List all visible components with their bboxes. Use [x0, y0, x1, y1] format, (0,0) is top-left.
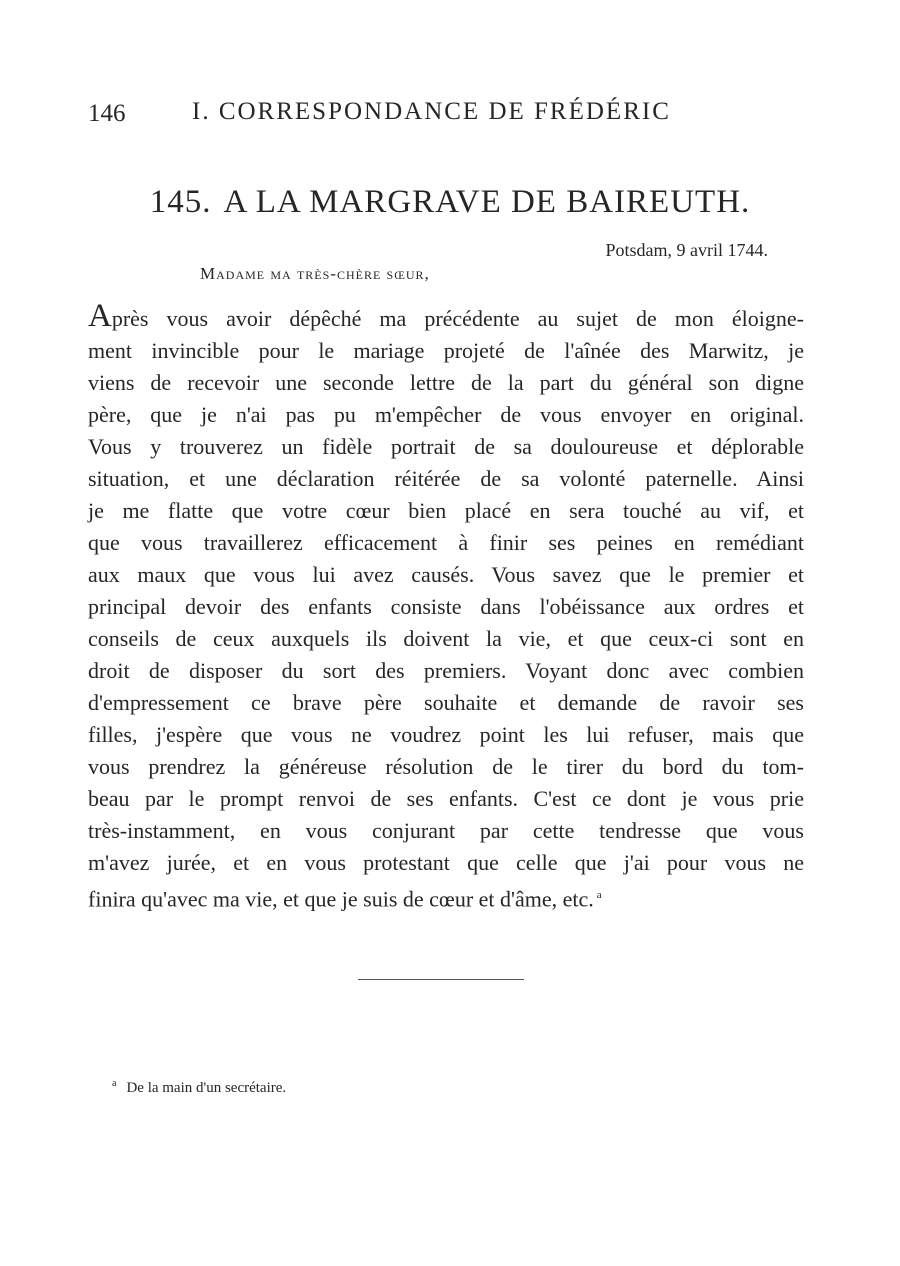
running-head — [88, 92, 788, 132]
body-line: conseils de ceux auxquels ils doivent la vie, et que ceux-ci sont en — [88, 626, 804, 651]
section-divider — [358, 979, 524, 980]
footnote — [112, 1078, 286, 1097]
body-line: viens de recevoir une seconde lettre de la part du général son digne — [88, 370, 804, 395]
body-line: aux maux que vous lui avez causés. Vous savez que le premier et — [88, 562, 804, 587]
footnote-mark: a — [112, 1078, 117, 1089]
body-line: filles, j'espère que vous ne voudrez point les lui refuser, mais que — [88, 722, 804, 747]
body-line: droit de disposer du sort des premiers. Voyant donc avec combien — [88, 658, 804, 683]
page-number: 146 — [88, 100, 126, 127]
dateline: Potsdam, 9 avril 1744. — [605, 240, 768, 260]
letter-title — [0, 184, 900, 221]
body-line: principal devoir des enfants consiste dans l'obéissance aux ordres et — [88, 594, 804, 619]
body-line: très-instamment, en vous conjurant par cette tendresse que vous — [88, 818, 804, 843]
body-line: que vous travaillerez efficacement à finir ses peines en remédiant — [88, 530, 804, 555]
body-line: d'empressement ce brave père souhaite et demande de ravoir ses — [88, 690, 804, 715]
body-line: beau par le prompt renvoi de ses enfants. C'est ce dont je vous prie — [88, 786, 804, 811]
body-line: situation, et une déclaration réitérée de sa volonté paternelle. Ainsi — [88, 466, 804, 491]
body-line: m'avez jurée, et en vous protestant que celle que j'ai pour vous ne — [88, 850, 804, 875]
letter-number: 145. — [149, 184, 212, 220]
drop-cap: A — [88, 298, 112, 334]
salutation: Madame ma très-chère sœur, — [200, 264, 430, 283]
body-line: ment invincible pour le mariage projeté de l'aînée des Marwitz, je — [88, 338, 804, 363]
body-line: vous prendrez la généreuse résolution de le tirer du bord du tom- — [88, 754, 804, 779]
footnote-reference: a — [596, 889, 602, 901]
running-title: I. CORRESPONDANCE DE FRÉDÉRIC — [192, 98, 671, 125]
body-line: finira qu'avec ma vie, et que je suis de cœur et d'âme, etc. $^a$ — [88, 886, 602, 912]
body-line: je me flatte que votre cœur bien placé en sera touché au vif, et — [88, 498, 804, 523]
body-line: Vous y trouverez un fidèle portrait de sa douloureuse et déplorable — [88, 434, 804, 459]
letter-title-text: A LA MARGRAVE DE BAIREUTH. — [223, 184, 751, 220]
body-line: père, que je n'ai pas pu m'empêcher de vous envoyer en original. — [88, 402, 804, 427]
footnote-text: De la main d'un secrétaire. — [126, 1080, 287, 1096]
letter-body — [88, 300, 804, 915]
body-line: Après vous avoir dépêché ma précédente au sujet de mon éloigne- — [88, 298, 804, 334]
